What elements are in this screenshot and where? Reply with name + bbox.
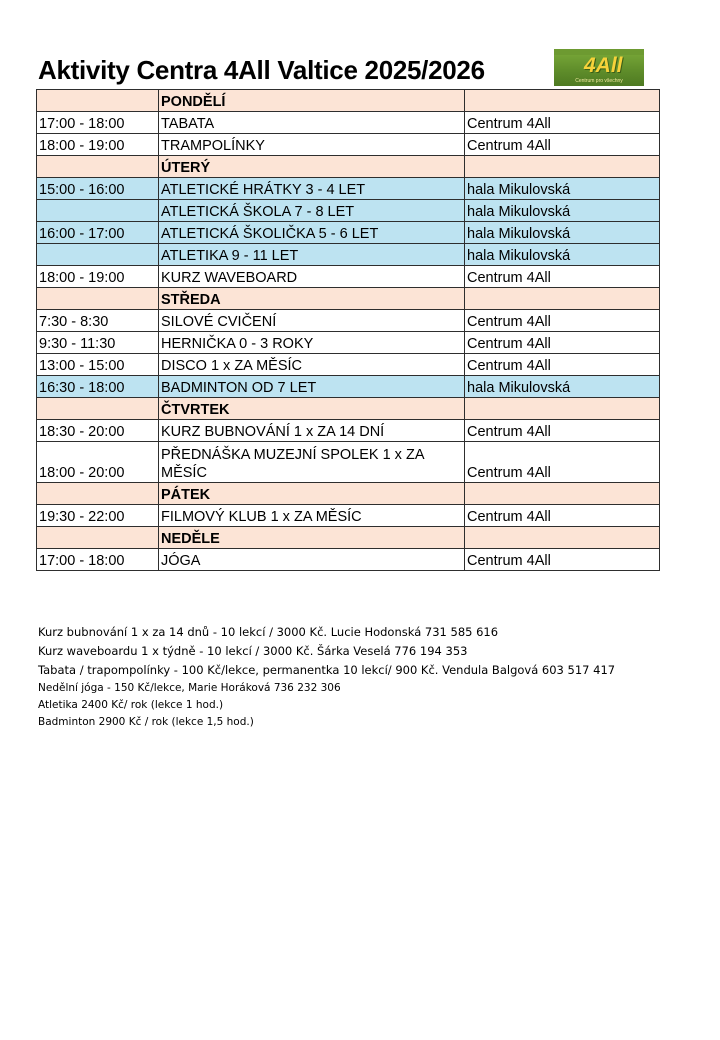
place-cell [465,527,660,549]
place-cell [465,156,660,178]
time-cell: 16:30 - 18:00 [37,376,159,398]
logo-mark: 4All [584,54,623,77]
time-cell: 16:00 - 17:00 [37,222,159,244]
schedule-row [37,310,660,332]
day-header-row [37,90,660,112]
time-cell: 7:30 - 8:30 [37,310,159,332]
place-cell: Centrum 4All [465,134,660,156]
schedule-row [37,222,660,244]
time-cell [37,527,159,549]
time-cell [37,288,159,310]
schedule-row [37,376,660,398]
place-cell: Centrum 4All [465,354,660,376]
activity-cell: FILMOVÝ KLUB 1 x ZA MĚSÍC [159,505,465,527]
activity-cell: NEDĚLE [159,527,465,549]
activity-cell: PONDĚLÍ [159,90,465,112]
time-cell [37,483,159,505]
activity-cell: JÓGA [159,549,465,571]
day-header-row [37,527,660,549]
note-badminton: Badminton 2900 Kč / rok (lekce 1,5 hod.) [38,716,254,728]
schedule-row [37,354,660,376]
activity-cell: ATLETICKÁ ŠKOLA 7 - 8 LET [159,200,465,222]
place-cell: hala Mikulovská [465,200,660,222]
logo-subtitle: Centrum pro všechny [575,78,623,84]
activity-cell: ATLETICKÁ ŠKOLIČKA 5 - 6 LET [159,222,465,244]
activity-cell: ATLETICKÉ HRÁTKY 3 - 4 LET [159,178,465,200]
schedule-row [37,200,660,222]
activity-cell: ATLETIKA 9 - 11 LET [159,244,465,266]
place-cell: Centrum 4All [465,420,660,442]
place-cell [465,90,660,112]
place-cell: Centrum 4All [465,310,660,332]
place-cell: hala Mikulovská [465,244,660,266]
place-cell [465,288,660,310]
time-cell [37,244,159,266]
activity-cell: TABATA [159,112,465,134]
place-cell: hala Mikulovská [465,178,660,200]
place-cell: Centrum 4All [465,505,660,527]
activity-cell: ÚTERÝ [159,156,465,178]
time-cell: 18:00 - 19:00 [37,266,159,288]
time-cell: 18:00 - 19:00 [37,134,159,156]
time-cell: 17:00 - 18:00 [37,549,159,571]
time-cell: 15:00 - 16:00 [37,178,159,200]
time-cell: 19:30 - 22:00 [37,505,159,527]
note-waveboard: Kurz waveboardu 1 x týdně - 10 lekcí / 3000 Kč. Šárka Veselá 776 194 353 [38,644,468,658]
activity-cell: STŘEDA [159,288,465,310]
activity-cell: ČTVRTEK [159,398,465,420]
time-cell: 9:30 - 11:30 [37,332,159,354]
activity-cell: TRAMPOLÍNKY [159,134,465,156]
time-cell [37,200,159,222]
activity-cell: KURZ BUBNOVÁNÍ 1 x ZA 14 DNÍ [159,420,465,442]
place-cell [465,398,660,420]
schedule-table [36,89,660,571]
time-cell: 17:00 - 18:00 [37,112,159,134]
schedule-row [37,442,660,483]
place-cell: Centrum 4All [465,332,660,354]
time-cell [37,156,159,178]
schedule-row [37,549,660,571]
day-header-row [37,288,660,310]
centrum-4all-logo [554,49,644,86]
day-header-row [37,398,660,420]
schedule-row [37,178,660,200]
note-drumming: Kurz bubnování 1 x za 14 dnů - 10 lekcí / 3000 Kč. Lucie Hodonská 731 585 616 [38,625,499,639]
place-cell: Centrum 4All [465,266,660,288]
note-tabata: Tabata / trapompolínky - 100 Kč/lekce, permanentka 10 lekcí/ 900 Kč. Vendula Balgová 603 517 417 [38,663,616,677]
notes-section [38,623,678,731]
activity-cell: DISCO 1 x ZA MĚSÍC [159,354,465,376]
time-cell [37,398,159,420]
place-cell: Centrum 4All [465,442,660,483]
schedule-row [37,332,660,354]
note-yoga: Nedělní jóga - 150 Kč/lekce, Marie Horáková 736 232 306 [38,682,341,694]
day-header-row [37,483,660,505]
place-cell: Centrum 4All [465,549,660,571]
time-cell: 18:30 - 20:00 [37,420,159,442]
schedule-row [37,420,660,442]
time-cell: 18:00 - 20:00 [37,442,159,483]
schedule-row [37,112,660,134]
schedule-row [37,266,660,288]
place-cell: hala Mikulovská [465,376,660,398]
place-cell [465,483,660,505]
note-athletics: Atletika 2400 Kč/ rok (lekce 1 hod.) [38,699,224,711]
schedule-row [37,505,660,527]
day-header-row [37,156,660,178]
page-title: Aktivity Centra 4All Valtice 2025/2026 [38,55,485,85]
activity-cell: PŘEDNÁŠKA MUZEJNÍ SPOLEK 1 x ZA MĚSÍC [159,442,465,483]
activity-cell: PÁTEK [159,483,465,505]
activity-cell: BADMINTON OD 7 LET [159,376,465,398]
activity-cell: HERNIČKA 0 - 3 ROKY [159,332,465,354]
activity-cell: SILOVÉ CVIČENÍ [159,310,465,332]
place-cell: hala Mikulovská [465,222,660,244]
schedule-row [37,244,660,266]
time-cell [37,90,159,112]
time-cell: 13:00 - 15:00 [37,354,159,376]
activity-cell: KURZ WAVEBOARD [159,266,465,288]
place-cell: Centrum 4All [465,112,660,134]
schedule-row [37,134,660,156]
